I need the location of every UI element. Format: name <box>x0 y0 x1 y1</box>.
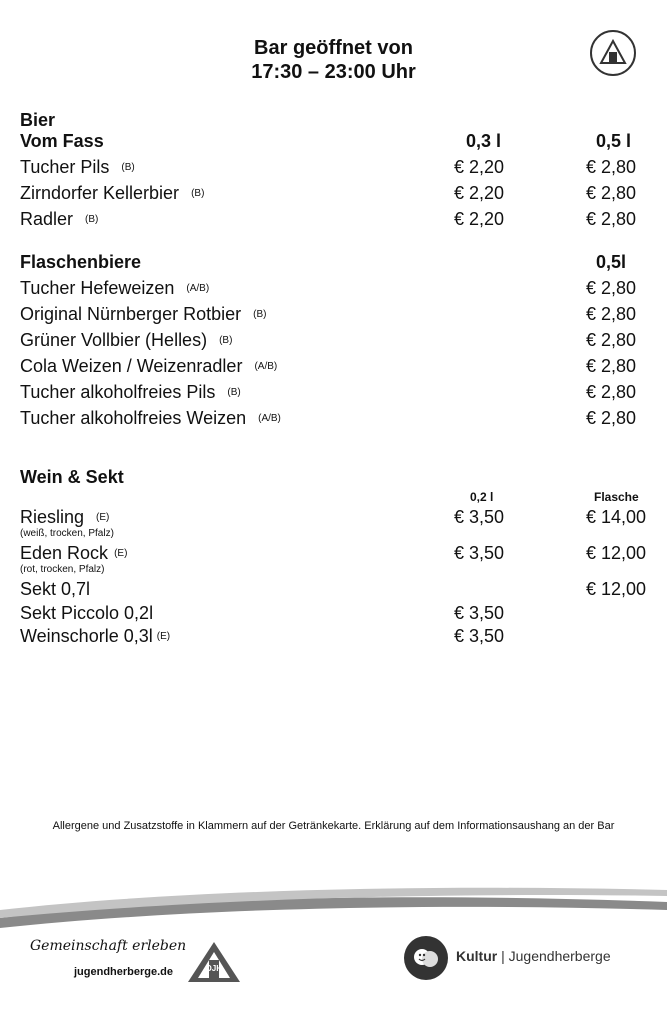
item-code: (B) <box>191 188 205 200</box>
item-name: Tucher alkoholfreies Pils <box>20 382 216 402</box>
flaschen-heading: Flaschenbiere <box>20 252 142 272</box>
kultur-brand <box>404 936 644 980</box>
section-bier: Bier <box>20 110 56 130</box>
item-price-2: € 2,80 <box>586 330 637 350</box>
item-price-2: € 2,80 <box>586 408 637 428</box>
item-price-2: € 2,80 <box>586 157 637 177</box>
item-code: (A/B) <box>258 413 281 425</box>
item-price-1: € 3,50 <box>454 543 505 563</box>
item-code: (B) <box>219 335 233 347</box>
item-code: (A/B) <box>186 283 210 295</box>
menu-item <box>20 301 660 327</box>
item-price-2: € 12,00 <box>586 543 647 563</box>
menu-item <box>20 504 660 530</box>
item-price-2: € 12,00 <box>586 579 647 599</box>
item-code: (E) <box>114 548 128 560</box>
fass-col1: 0,3 l <box>466 131 502 151</box>
item-price-1: € 2,20 <box>454 209 505 229</box>
item-name: Sekt 0,7l <box>20 579 91 599</box>
jugendherberge-word: Jugendherberge <box>508 948 611 964</box>
menu-item <box>20 154 660 180</box>
header-line-1: Bar geöffnet von <box>254 37 413 59</box>
item-code: (E) <box>96 512 110 524</box>
flaschen-col2: 0,5l <box>596 252 627 272</box>
item-price-2: € 2,80 <box>586 278 637 298</box>
item-name: Tucher alkoholfreies Weizen <box>20 408 247 428</box>
kultur-label: Kultur | Jugendherberge <box>456 948 611 964</box>
item-name: Original Nürnberger Rotbier <box>20 304 242 324</box>
menu-item <box>20 540 660 566</box>
item-price-2: € 14,00 <box>586 507 647 527</box>
item-name: Weinschorle 0,3l <box>20 626 153 646</box>
item-code: (B) <box>253 309 267 321</box>
item-name: Cola Weizen / Weizenradler <box>20 356 243 376</box>
item-price-1: € 3,50 <box>454 603 505 623</box>
item-code: (A/B) <box>254 361 278 373</box>
flaschen-header-row <box>20 249 660 275</box>
menu-item <box>20 576 660 602</box>
jugendherberge-brand <box>30 938 250 988</box>
item-price-2: € 2,80 <box>586 304 637 324</box>
allergen-note: Allergene und Zusatzstoffe in Klammern auf der Getränkekarte. Erklärung auf dem Informationsaushang an der Bar <box>52 820 615 832</box>
item-code: (E) <box>156 631 171 643</box>
slogan: Gemeinschaft erleben <box>30 938 187 954</box>
item-price-2: € 2,80 <box>586 356 637 376</box>
item-name: Sekt Piccolo 0,2l <box>20 603 154 623</box>
menu-item <box>20 327 660 353</box>
item-price-2: € 2,80 <box>586 382 637 402</box>
kultur-word: Kultur <box>456 948 498 964</box>
item-name: Zirndorfer Kellerbier <box>20 183 180 203</box>
item-description: (weiß, trocken, Pfalz) <box>20 528 114 539</box>
item-price-2: € 2,80 <box>586 183 637 203</box>
menu-item <box>20 379 660 405</box>
item-name: Eden Rock <box>20 543 109 563</box>
fass-col2: 0,5 l <box>596 131 632 151</box>
item-price-1: € 2,20 <box>454 183 505 203</box>
item-name: Riesling <box>20 507 85 527</box>
item-code: (B) <box>227 387 241 399</box>
item-price-1: € 3,50 <box>454 507 505 527</box>
item-description: (rot, trocken, Pfalz) <box>20 564 105 575</box>
menu-item <box>20 405 660 431</box>
menu-item <box>20 353 660 379</box>
item-name: Tucher Pils <box>20 157 110 177</box>
wave-decoration <box>0 880 667 940</box>
theater-masks-icon <box>404 936 448 980</box>
wein-col2: Flasche <box>594 490 639 504</box>
fass-header-row <box>20 128 660 154</box>
hostel-logo-icon <box>590 30 636 76</box>
item-name: Radler <box>20 209 74 229</box>
item-name: Tucher Hefeweizen <box>20 278 175 298</box>
fass-heading: Vom Fass <box>20 131 104 151</box>
djh-text: DJH <box>205 964 223 973</box>
wein-col1: 0,2 l <box>470 490 494 504</box>
item-code: (B) <box>121 162 135 174</box>
item-price-1: € 3,50 <box>454 626 505 646</box>
item-price-2: € 2,80 <box>586 209 637 229</box>
section-wein: Wein & Sekt <box>20 467 124 487</box>
website: jugendherberge.de <box>74 966 174 978</box>
menu-item <box>20 206 660 232</box>
item-price-1: € 2,20 <box>454 157 505 177</box>
menu-item <box>20 623 660 649</box>
item-name: Grüner Vollbier (Helles) <box>20 330 208 350</box>
menu-item <box>20 180 660 206</box>
header-line-2: 17:30 – 23:00 Uhr <box>251 61 416 83</box>
djh-logo-icon <box>186 940 242 984</box>
menu-item <box>20 275 660 301</box>
item-code: (B) <box>85 214 99 226</box>
